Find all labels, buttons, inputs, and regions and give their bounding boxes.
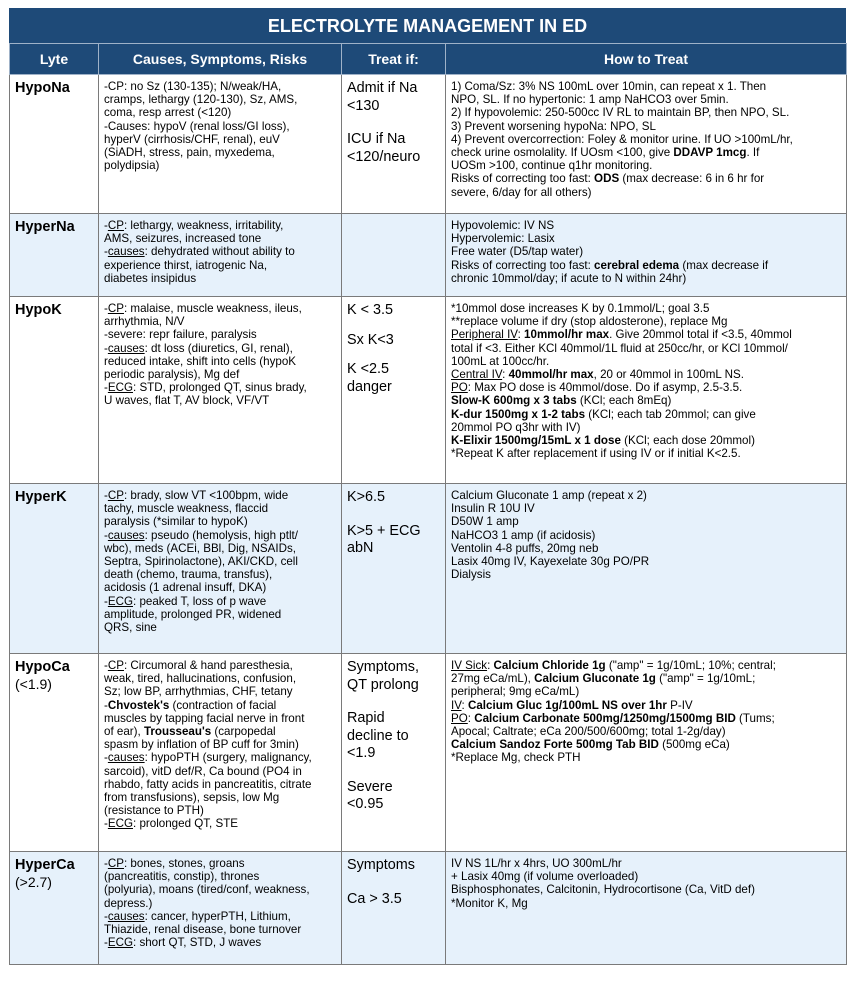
treat-if-cell [342,852,446,965]
header-causes: Causes, Symptoms, Risks [99,44,342,75]
causes-line: -CP: bones, stones, groans [104,857,245,870]
how-line: IV NS 1L/hr x 4hrs, UO 300mL/hr [451,857,622,870]
ods-term: ODS [594,172,620,186]
how-line: UOSm >100, continue q1hr monitoring. [451,159,653,173]
how-line: + Lasix 40mg (if volume overloaded) [451,870,639,884]
causes-line: -CP: brady, slow VT <100bpm, wide [104,489,289,502]
lyte-cell [10,484,99,654]
causes-line: -ECG: short QT, STD, J waves [104,936,262,950]
how-line: IV: Calcium Gluc 1g/100mL NS over 1hr P-IV [451,698,693,712]
causes-line: polydipsia) [104,159,160,173]
causes-line: Sz; low BP, arrhythmias, CHF, tetany [104,685,293,699]
how-line: Calcium Gluconate 1 amp (repeat x 2) [451,489,647,502]
how-to-treat-cell [446,297,847,484]
causes-line: arrhythmia, N/V [104,315,185,329]
row-hypernatremia [10,214,847,297]
causes-line: -Chvostek's (contraction of facial [104,698,277,712]
how-to-treat-cell [446,75,847,214]
causes-line: amplitude, prolonged PR, widened [104,607,282,621]
how-line: 4) Prevent overcorrection: Foley & monitor urine. If UO >100mL/hr, [451,132,793,146]
header-lyte: Lyte [10,44,99,75]
how-line: PO: Max PO dose is 40mmol/dose. Do if asymp, 2.5-3.5. [451,381,743,395]
treat-if-line: Sx K<3 [347,331,394,348]
treat-if-line: K>5 + ECG [347,522,421,539]
how-line: 3) Prevent worsening hypoNa: NPO, SL [451,119,656,133]
how-line: Free water (D5/tap water) [451,245,584,259]
how-to-treat-cell [446,654,847,852]
row-hypokalemia [10,297,847,484]
causes-line: -ECG: prolonged QT, STE [104,817,239,831]
treat-if-line: Symptoms [347,857,415,873]
causes-line: hyperV (cirrhosis/CHF, renal), euV [104,132,280,146]
causes-line: -severe: repr failure, paralysis [104,328,257,342]
lyte-cell [10,297,99,484]
header-treat-if: Treat if: [342,44,446,75]
electrolyte-sheet [9,8,846,965]
how-line: 2) If hypovolemic: 250-500cc IV RL to maintain BP, then NPO, SL. [451,106,790,120]
causes-line: -Causes: hypoV (renal loss/GI loss), [104,119,290,133]
causes-line: QRS, sine [104,621,157,635]
how-line: Risks of correcting too fast: ODS (max decrease: 6 in 6 hr for [451,172,765,186]
causes-line: -CP: Circumoral & hand paresthesia, [104,659,293,672]
causes-line: weak, tired, hallucinations, confusion, [104,672,297,686]
causes-line: -ECG: STD, prolonged QT, sinus brady, [104,381,307,395]
treat-if-cell [342,214,446,297]
treat-if-line: <120/neuro [347,148,421,165]
row-hyponatremia [10,75,847,214]
how-line: *Replace Mg, check PTH [451,751,581,765]
causes-line: diabetes insipidus [104,271,197,285]
how-line: **replace volume if dry (stop aldosterone), replace Mg [451,315,728,329]
causes-cell [99,852,342,965]
how-line: NaHCO3 1 amp (if acidosis) [451,528,596,542]
how-line: Peripheral IV: 10mmol/hr max. Give 20mmol total if <3.5, 40mmol [451,328,792,342]
how-line: Calcium Sandoz Forte 500mg Tab BID (500mg eCa) [451,738,730,752]
row-hyperkalemia [10,484,847,654]
lyte-name: HypoK [15,302,62,318]
treat-if-line: Admit if Na [347,80,418,96]
causes-line: experience thirst, iatrogenic Na, [104,258,268,272]
causes-line: Septra, Spirinolactone), AKI/CKD, cell [104,555,298,569]
how-line: *Monitor K, Mg [451,896,528,910]
how-line: Slow-K 600mg x 3 tabs (KCl; each 8mEq) [451,394,672,408]
lyte-threshold: (<1.9) [15,676,52,692]
lyte-name: HyperNa [15,219,75,235]
treat-if-line: <1.9 [347,745,376,761]
how-line: Hypervolemic: Lasix [451,232,555,246]
row-hypocalcemia [10,654,847,852]
treat-if-line: Symptoms, [347,659,419,675]
causes-line: U waves, flat T, AV block, VF/VT [104,394,270,408]
how-line: 100mL at 100cc/hr. [451,354,550,368]
treat-if-line: Severe [347,778,393,795]
how-line: Lasix 40mg IV, Kayexelate 30g PO/PR [451,555,650,569]
treat-if-line: danger [347,378,392,395]
causes-line: cramps, lethargy (120-130), Sz, AMS, [104,93,298,107]
how-line: chronic 10mmol/day; if acute to N within 24hr) [451,271,687,285]
causes-line: wbc), meds (ACEi, BBl, Dig, NSAIDs, [104,541,296,555]
electrolyte-table [9,43,847,965]
treat-if-cell [342,654,446,852]
lyte-cell [10,852,99,965]
causes-line: paralysis (*similar to hypoK) [104,515,248,529]
treat-if-line: K < 3.5 [347,302,394,318]
how-line: K-dur 1500mg x 1-2 tabs (KCl; each tab 20mmol; can give [451,407,756,421]
causes-line: -causes: dt loss (diuretics, GI, renal), [104,341,293,355]
treat-if-line: <130 [347,97,380,114]
treat-if-line: <0.95 [347,796,384,812]
how-line: *10mmol dose increases K by 0.1mmol/L; goal 3.5 [451,302,710,315]
causes-line: -causes: cancer, hyperPTH, Lithium, [104,909,291,923]
treat-if-line: abN [347,540,374,556]
causes-line: periodic paralysis), Mg def [104,368,240,382]
causes-line: depress.) [104,896,153,910]
how-line: Ventolin 4-8 puffs, 20mg neb [451,541,599,555]
how-line: NPO, SL. If no hypertonic: 1 amp NaHCO3 over 5min. [451,93,729,107]
how-line: *Repeat K after replacement if using IV or if initial K<2.5. [451,447,741,461]
treat-if-line: Ca > 3.5 [347,890,402,907]
causes-line: sarcoid), vitD def/R, Ca bound (PO4 in [104,764,302,778]
causes-line: AMS, seizures, increased tone [104,232,262,246]
how-to-treat-cell [446,214,847,297]
causes-line: (polyuria), moans (tired/conf, weakness, [104,883,310,897]
how-line: 1) Coma/Sz: 3% NS 100mL over 10min, can repeat x 1. Then [451,80,767,93]
how-line: Central IV: 40mmol/hr max, 20 or 40mmol in 100mL NS. [451,368,744,382]
causes-line: rhabdo, fatty acids in pancreatitis, citrate [104,777,312,791]
causes-line: -CP: lethargy, weakness, irritability, [104,219,284,232]
sheet-title: ELECTROLYTE MANAGEMENT IN ED [9,8,846,43]
treat-if-cell [342,297,446,484]
causes-line: reduced intake, shift into cells (hypoK [104,354,297,368]
treat-if-line: decline to [347,727,409,744]
causes-line: -causes: dehydrated without ability to [104,245,295,259]
causes-line: (resistance to PTH) [104,804,204,818]
how-line: D50W 1 amp [451,515,519,529]
treat-if-cell [342,75,446,214]
how-line: Insulin R 10U IV [451,502,535,516]
causes-line: death (chemo, trauma, transfus), [104,568,273,582]
how-line: Risks of correcting too fast: cerebral edema (max decrease if [451,258,769,272]
lyte-name: HyperCa [15,857,75,873]
causes-line: tachy, muscle weakness, flaccid [104,502,269,516]
lyte-threshold: (>2.7) [15,874,52,890]
causes-line: spasm by inflation of BP cuff for 3min) [104,738,299,752]
treat-if-line: QT prolong [347,676,419,693]
causes-line: (SiADH, stress, pain, myxedema, [104,146,275,160]
lyte-name: HypoNa [15,80,70,96]
how-line: severe, 6/day for all others) [451,185,592,199]
how-line: check urine osmolality. If UOsm <100, give DDAVP 1mcg. If [451,146,760,160]
lyte-cell [10,214,99,297]
causes-line: acidosis (1 adrenal insuff, DKA) [104,581,267,595]
how-line: 27mg eCa/mL), Calcium Gluconate 1g ("amp" = 1g/10mL; [451,672,756,686]
causes-line: muscles by tapping facial nerve in front [104,711,305,725]
lyte-cell [10,654,99,852]
how-line: K-Elixir 1500mg/15mL x 1 dose (KCl; each dose 20mmol) [451,434,755,448]
causes-cell [99,297,342,484]
lyte-cell [10,75,99,214]
causes-cell [99,484,342,654]
how-line: 20mmol PO q3hr with IV) [451,420,581,434]
causes-line: (pancreatitis, constip), thrones [104,870,260,884]
causes-cell [99,654,342,852]
how-line: Bisphosphonates, Calcitonin, Hydrocortisone (Ca, VitD def) [451,883,755,897]
causes-line: coma, resp arrest (<120) [104,106,232,120]
causes-line: -CP: malaise, muscle weakness, ileus, [104,302,302,315]
causes-cell [99,75,342,214]
causes-line: -ECG: peaked T, loss of p wave [104,594,267,608]
causes-line: Thiazide, renal disease, bone turnover [104,923,302,937]
how-line: IV Sick: Calcium Chloride 1g ("amp" = 1g/10mL; 10%; central; [451,659,776,672]
how-line: PO: Calcium Carbonate 500mg/1250mg/1500mg BID (Tums; [451,711,775,725]
causes-line: of ear), Trousseau's (carpopedal [104,725,276,739]
how-line: Apocal; Caltrate; eCa 200/500/600mg; total 1-2g/day) [451,725,726,739]
how-line: peripheral; 9mg eCa/mL) [451,685,580,699]
lyte-name: HypoCa [15,659,70,675]
header-how-to-treat: How to Treat [446,44,847,75]
treat-if-cell [342,484,446,654]
treat-if-line: ICU if Na [347,131,406,147]
row-hypercalcemia [10,852,847,965]
causes-line: from transfusions), sepsis, low Mg [104,791,280,805]
treat-if-line: K <2.5 [347,361,390,377]
how-line: Dialysis [451,568,491,582]
treat-if-line: Rapid [347,710,385,726]
ddavp-dose: DDAVP 1mcg [673,146,747,160]
how-to-treat-cell [446,852,847,965]
header-row [10,44,847,75]
lyte-name: HyperK [15,489,67,505]
treat-if-line: K>6.5 [347,489,386,505]
causes-cell [99,214,342,297]
how-line: total if <3. Either KCl 40mmol/1L fluid at 250cc/hr, or KCl 10mmol/ [451,341,788,355]
causes-line: -CP: no Sz (130-135); N/weak/HA, [104,80,282,93]
how-line: Hypovolemic: IV NS [451,219,555,232]
causes-line: -causes: pseudo (hemolysis, high ptlt/ [104,528,298,542]
how-to-treat-cell [446,484,847,654]
causes-line: -causes: hypoPTH (surgery, malignancy, [104,751,312,765]
